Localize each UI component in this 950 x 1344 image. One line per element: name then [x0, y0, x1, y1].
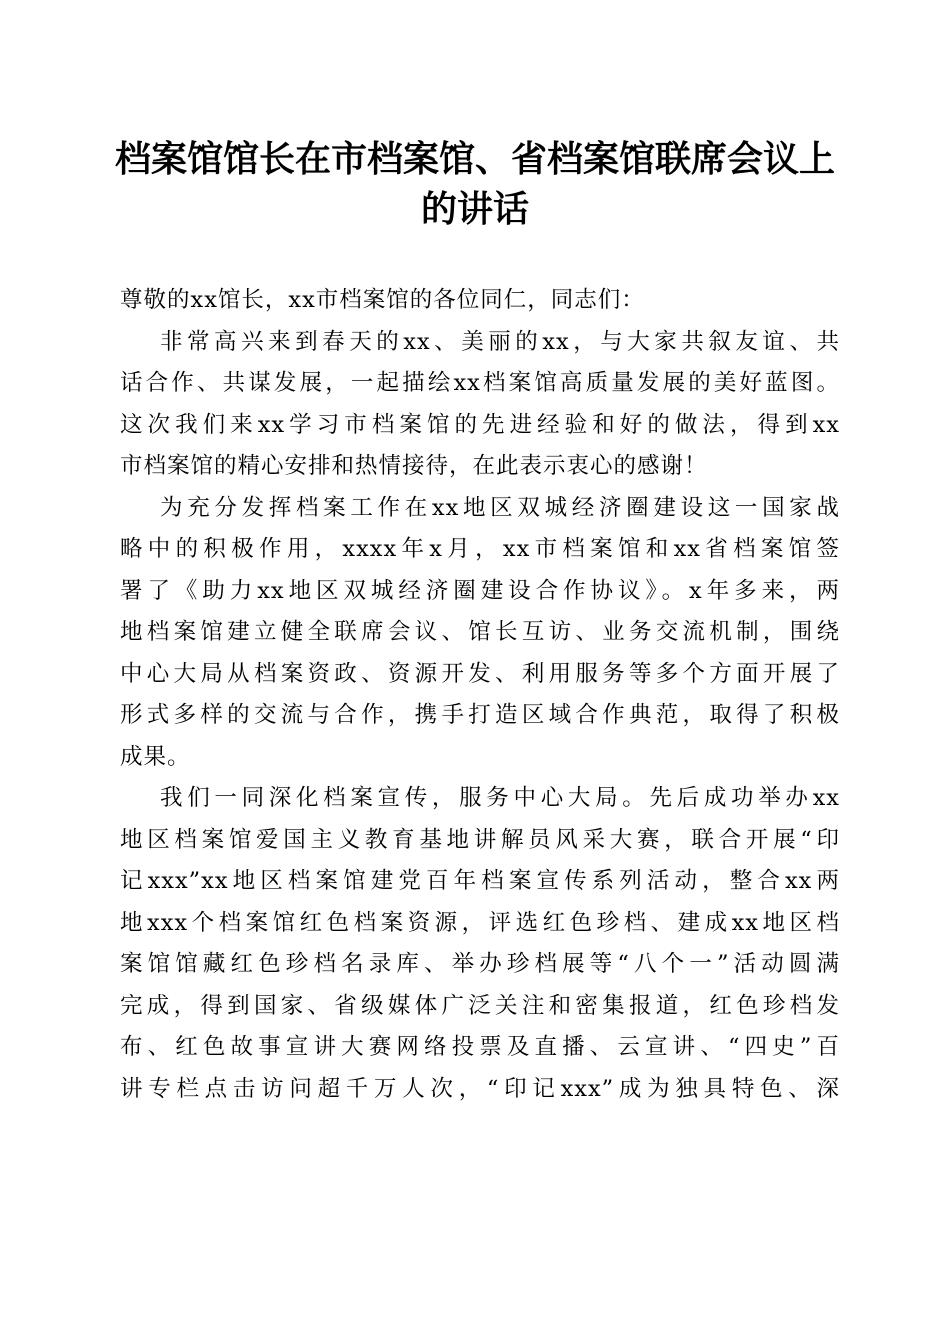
salutation: 尊敬的xx馆长，xx市档案馆的各位同仁，同志们： [120, 287, 645, 313]
paragraph-line: 记xxx”xx地区档案馆建党百年档案宣传系列活动，整合xx两 [120, 868, 840, 894]
paragraph-line: 地xxx个档案馆红色档案资源，评选红色珍档、建成xx地区档 [120, 909, 840, 936]
paragraph-line: 讲专栏点击访问超千万人次，“印记xxx”成为独具特色、深 [120, 1075, 840, 1102]
paragraph-line: 话合作、共谋发展，一起描绘xx档案馆高质量发展的美好蓝图。 [120, 370, 840, 396]
paragraph-line: 成果。 [120, 743, 191, 770]
title-line-1: 档案馆馆长在市档案馆、省档案馆联席会议上 [114, 138, 835, 180]
paragraph-line: 市档案馆的精心安排和热情接待，在此表示衷心的感谢！ [120, 453, 708, 479]
paragraph-line: 地区档案馆爱国主义教育基地讲解员风采大赛，联合开展“印 [120, 826, 840, 853]
paragraph-line: 为充分发挥档案工作在xx地区双城经济圈建设这一国家战 [160, 494, 840, 521]
title-line-2: 的讲话 [420, 188, 529, 230]
paragraph-line: 这次我们来xx学习市档案馆的先进经验和好的做法，得到xx [120, 411, 840, 438]
paragraph-line: 地档案馆建立健全联席会议、馆长互访、业务交流机制，围绕 [120, 619, 840, 645]
paragraph-line: 署了《助力xx地区双城经济圈建设合作协议》。x年多来，两 [120, 577, 840, 604]
paragraph-line: 案馆馆藏红色珍档名录库、举办珍档展等“八个一”活动圆满 [120, 951, 840, 977]
paragraph-line: 形式多样的交流与合作，携手打造区域合作典范，取得了积极 [120, 702, 840, 728]
paragraph-line: 中心大局从档案资政、资源开发、利用服务等多个方面开展了 [120, 660, 840, 687]
paragraph-line: 略中的积极作用，xxxx年x月，xx市档案馆和xx省档案馆签 [120, 536, 840, 562]
paragraph-line: 布、红色故事宣讲大赛网络投票及直播、云宣讲、“四史”百 [120, 1034, 840, 1060]
document-body [120, 280, 840, 1110]
paragraph-1 [120, 322, 840, 488]
document-title [100, 134, 850, 234]
paragraph-3 [120, 778, 840, 1110]
paragraph-line: 我们一同深化档案宣传，服务中心大局。先后成功举办xx [160, 785, 840, 811]
paragraph-line: 完成，得到国家、省级媒体广泛关注和密集报道，红色珍档发 [120, 992, 840, 1019]
paragraph-line: 非常高兴来到春天的xx、美丽的xx，与大家共叙友谊、共 [160, 328, 840, 355]
paragraph-2 [120, 488, 840, 779]
